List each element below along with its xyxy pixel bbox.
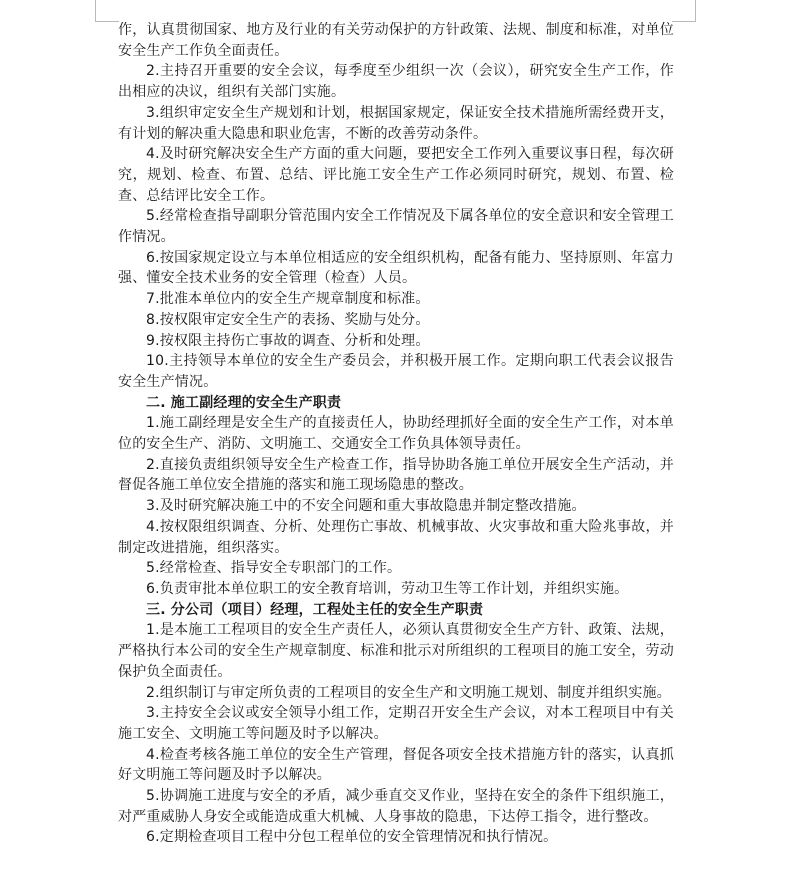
body-paragraph: 4.按权限组织调查、分析、处理伤亡事故、机械事故、火灾事故和重大险兆事故，并制定改进措施，组织落实。: [118, 518, 674, 556]
body-paragraph: 6.负责审批本单位职工的安全教育培训，劳动卫生等工作计划，并组织实施。: [146, 580, 629, 597]
section-heading: 三. 分公司（项目）经理，工程处主任的安全生产职责: [146, 601, 484, 618]
page-bottom-edge: [0, 872, 792, 879]
body-paragraph: 3.主持安全会议或安全领导小组工作，定期召开安全生产会议，对本工程项目中有关施工安全、文明施工等问题及时予以解决。: [118, 705, 674, 742]
body-paragraph: 7.批准本单位内的安全生产规章制度和标准。: [146, 291, 430, 308]
body-paragraph: 5.经常检查、指导安全专职部门的工作。: [146, 560, 402, 577]
body-paragraph: 10.主持领导本单位的安全生产委员会，并积极开展工作。定期向职工代表会议报告安全生产情况。: [118, 353, 674, 390]
body-paragraph: 3.组织审定安全生产规划和计划，根据国家规定，保证安全技术措施所需经费开支，有计划的解决重大隐患和职业危害，不断的改善劳动条件。: [118, 104, 674, 142]
body-paragraph: 1.施工副经理是安全生产的直接责任人，协助经理抓好全面的安全生产工作，对本单位的安全生产、消防、文明施工、交通安全工作负具体领导责任。: [118, 415, 674, 453]
body-paragraph: 1.是本施工工程项目的安全生产责任人，必须认真贯彻安全生产方针、政策、法规，严格执行本公司的安全生产规章制度、标准和批示对所组织的工程项目的施工安全，劳动保护负全面责任。: [118, 622, 674, 680]
body-paragraph: 9.按权限主持伤亡事故的调查、分析和处理。: [146, 332, 430, 349]
body-paragraph: 2.主持召开重要的安全会议，每季度至少组织一次（会议），研究安全生产工作，作出相应的决议，组织有关部门实施。: [118, 63, 674, 101]
body-paragraph: 5.经常检查指导副职分管范围内安全工作情况及下属各单位的安全意识和安全管理工作情况。: [118, 208, 674, 246]
body-paragraph: 2.组织制订与审定所负责的工程项目的安全生产和文明施工规划、制度并组织实施。: [146, 684, 671, 701]
body-paragraph: 6.定期检查项目工程中分包工程单位的安全管理情况和执行情况。: [146, 829, 558, 846]
crop-mark-top-left-horizontal: [95, 21, 119, 22]
crop-mark-top-right: [695, 0, 696, 22]
body-paragraph: 8.按权限审定安全生产的表扬、奖励与处分。: [146, 311, 430, 328]
body-paragraph: 4.检查考核各施工单位的安全生产管理，督促各项安全技术措施方针的落实，认真抓好文明施工等问题及时予以解决。: [118, 746, 674, 784]
body-paragraph: 6.按国家规定设立与本单位相适应的安全组织机构，配备有能力、坚持原则、年富力强、懂安全技术业务的安全管理（检查）人员。: [118, 249, 674, 287]
body-paragraph: 4.及时研究解决安全生产方面的重大问题，要把安全工作列入重要议事日程，每次研究，规划、检查、布置、总结、评比施工安全生产工作必须同时研究，规划、布置、检查、总结评比安全工作。: [118, 146, 674, 204]
crop-mark-top-right-horizontal: [672, 21, 696, 22]
body-paragraph: 3.及时研究解决施工中的不安全问题和重大事故隐患并制定整改措施。: [146, 498, 586, 515]
document-body: [118, 20, 674, 848]
crop-mark-top-left: [95, 0, 96, 22]
body-paragraph: 5.协调施工进度与安全的矛盾，减少垂直交叉作业，坚持在安全的条件下组织施工，对严重威胁人身安全或能造成重大机械、人身事故的隐患，下达停工指令，进行整改。: [118, 788, 674, 825]
body-paragraph: 作，认真贯彻国家、地方及行业的有关劳动保护的方针政策、法规、制度和标准，对单位安全生产工作负全面责任。: [118, 22, 674, 59]
body-paragraph: 2.直接负责组织领导安全生产检查工作，指导协助各施工单位开展安全生产活动，并督促各施工单位安全措施的落实和施工现场隐患的整改。: [118, 456, 674, 494]
section-heading: 二. 施工副经理的安全生产职责: [146, 394, 342, 411]
